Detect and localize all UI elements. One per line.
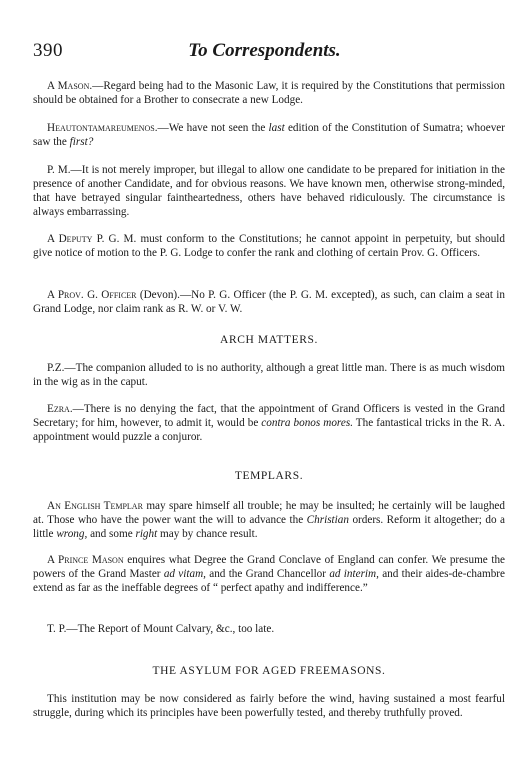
correspondent-name: A Deputy P. G. M. [47, 233, 137, 245]
paragraph-text: —There is no denying the fact, that the appointment of Grand Officers is vested in the Grand Secretary; for him, however, to admit it, would be [33, 403, 505, 429]
italic-text: ad interim, [329, 568, 379, 580]
paragraph-a-mason [33, 79, 505, 107]
section-heading-templars: TEMPLARS. [234, 470, 304, 482]
paragraph-asylum [33, 692, 505, 720]
paragraph-prince-mason [33, 553, 505, 595]
paragraph-text: and some [87, 528, 136, 540]
paragraph-text: must conform to the Constitutions; he cannot appoint in perpetuity, but should give notice of motion to the P. G. Lodge to confer the rank and clothing of certain Prov. G. Officers. [33, 233, 506, 259]
paragraph-text: and their aides-de-chambre extend as far as the ineffable degrees of “ perfect apathy and indifference.” [33, 568, 505, 594]
italic-text: wrong, [56, 528, 88, 540]
italic-text: right [135, 528, 158, 540]
italic-text: ad vitam, [163, 568, 206, 580]
running-title: To Correspondents. [188, 40, 341, 61]
paragraph-text: This institution may be now considered as fairly before the wind, having sustained a most fearful struggle, during which its principles have been powerfully tested, and thereby truthfully proved. [33, 693, 505, 719]
correspondent-name: P. M. [47, 164, 71, 176]
paragraph-text: may spare himself all trouble; he may be insulted; he certainly will be laughed at. Those who have the power want the will to advance the [33, 500, 505, 526]
italic-text: contra bonos mores. [261, 417, 353, 429]
section-heading-asylum: THE ASYLUM FOR AGED FREEMASONS. [152, 665, 386, 677]
correspondent-name: An English Templar [47, 500, 143, 512]
correspondent-name: Ezra. [47, 403, 73, 415]
paragraph-text: orders. Reform it altogether; do a little [33, 514, 505, 540]
paragraph-text: The fantastical tricks in the R. A. appointment would puzzle a conjuror. [33, 417, 505, 443]
paragraph-p-z [33, 361, 505, 389]
paragraph-text: —Regard being had to the Masonic Law, it is required by the Constitutions that permission should be obtained for a Brother to consecrate a new Lodge. [33, 80, 505, 106]
paragraph-english-templar [33, 499, 505, 541]
page-number: 390 [33, 40, 63, 61]
paragraph-text: (Devon).—No P. G. Officer (the P. G. M. excepted), as such, can claim a seat in Grand Lodge, nor claim rank as R. W. or V. W. [33, 289, 505, 315]
section-heading-arch-matters: ARCH MATTERS. [220, 334, 318, 346]
paragraph-heautontamareumenos [33, 121, 505, 149]
correspondent-name: P.Z. [47, 362, 65, 374]
paragraph-ezra [33, 402, 505, 444]
paragraph-text: —We have not seen the [157, 122, 269, 134]
paragraph-text: —It is not merely improper, but illegal to allow one candidate to be prepared for initiation in the presence of another Candidate, and for obvious reasons. We have known men, otherwise strong-minded, that have betrayed singular faintheartedness, others have behaved ridiculously. The circumstance is always embarrassing. [33, 164, 505, 218]
correspondent-name: A Mason. [47, 80, 93, 92]
paragraph-text: —The Report of Mount Calvary, &c., too late. [66, 623, 275, 635]
paragraph-text: enquires what Degree the Grand Conclave of England can confer. We presume the powers of the Grand Master [33, 554, 505, 580]
paragraph-t-p [33, 622, 505, 636]
paragraph-text: —The companion alluded to is no authority, although a great little man. There is as much wisdom in the wig as in the caput. [33, 362, 505, 388]
paragraph-deputy-pgm [33, 232, 505, 260]
italic-text: first? [69, 136, 94, 148]
running-header [33, 40, 496, 64]
paragraph-text: and the Grand Chancellor [205, 568, 330, 580]
italic-text: Christian [306, 514, 349, 526]
paragraph-text: edition of the Constitution of Sumatra; whoever saw the [33, 122, 505, 148]
correspondent-name: T. P. [47, 623, 67, 635]
italic-text: last [268, 122, 285, 134]
correspondent-name: A Prince Mason [47, 554, 124, 566]
paragraph-text: may by chance result. [157, 528, 258, 540]
correspondent-name: Heautontamareumenos. [47, 122, 158, 134]
paragraph-prov-g-officer [33, 288, 505, 316]
correspondent-name: A Prov. G. Officer [47, 289, 137, 301]
paragraph-p-m [33, 163, 505, 219]
